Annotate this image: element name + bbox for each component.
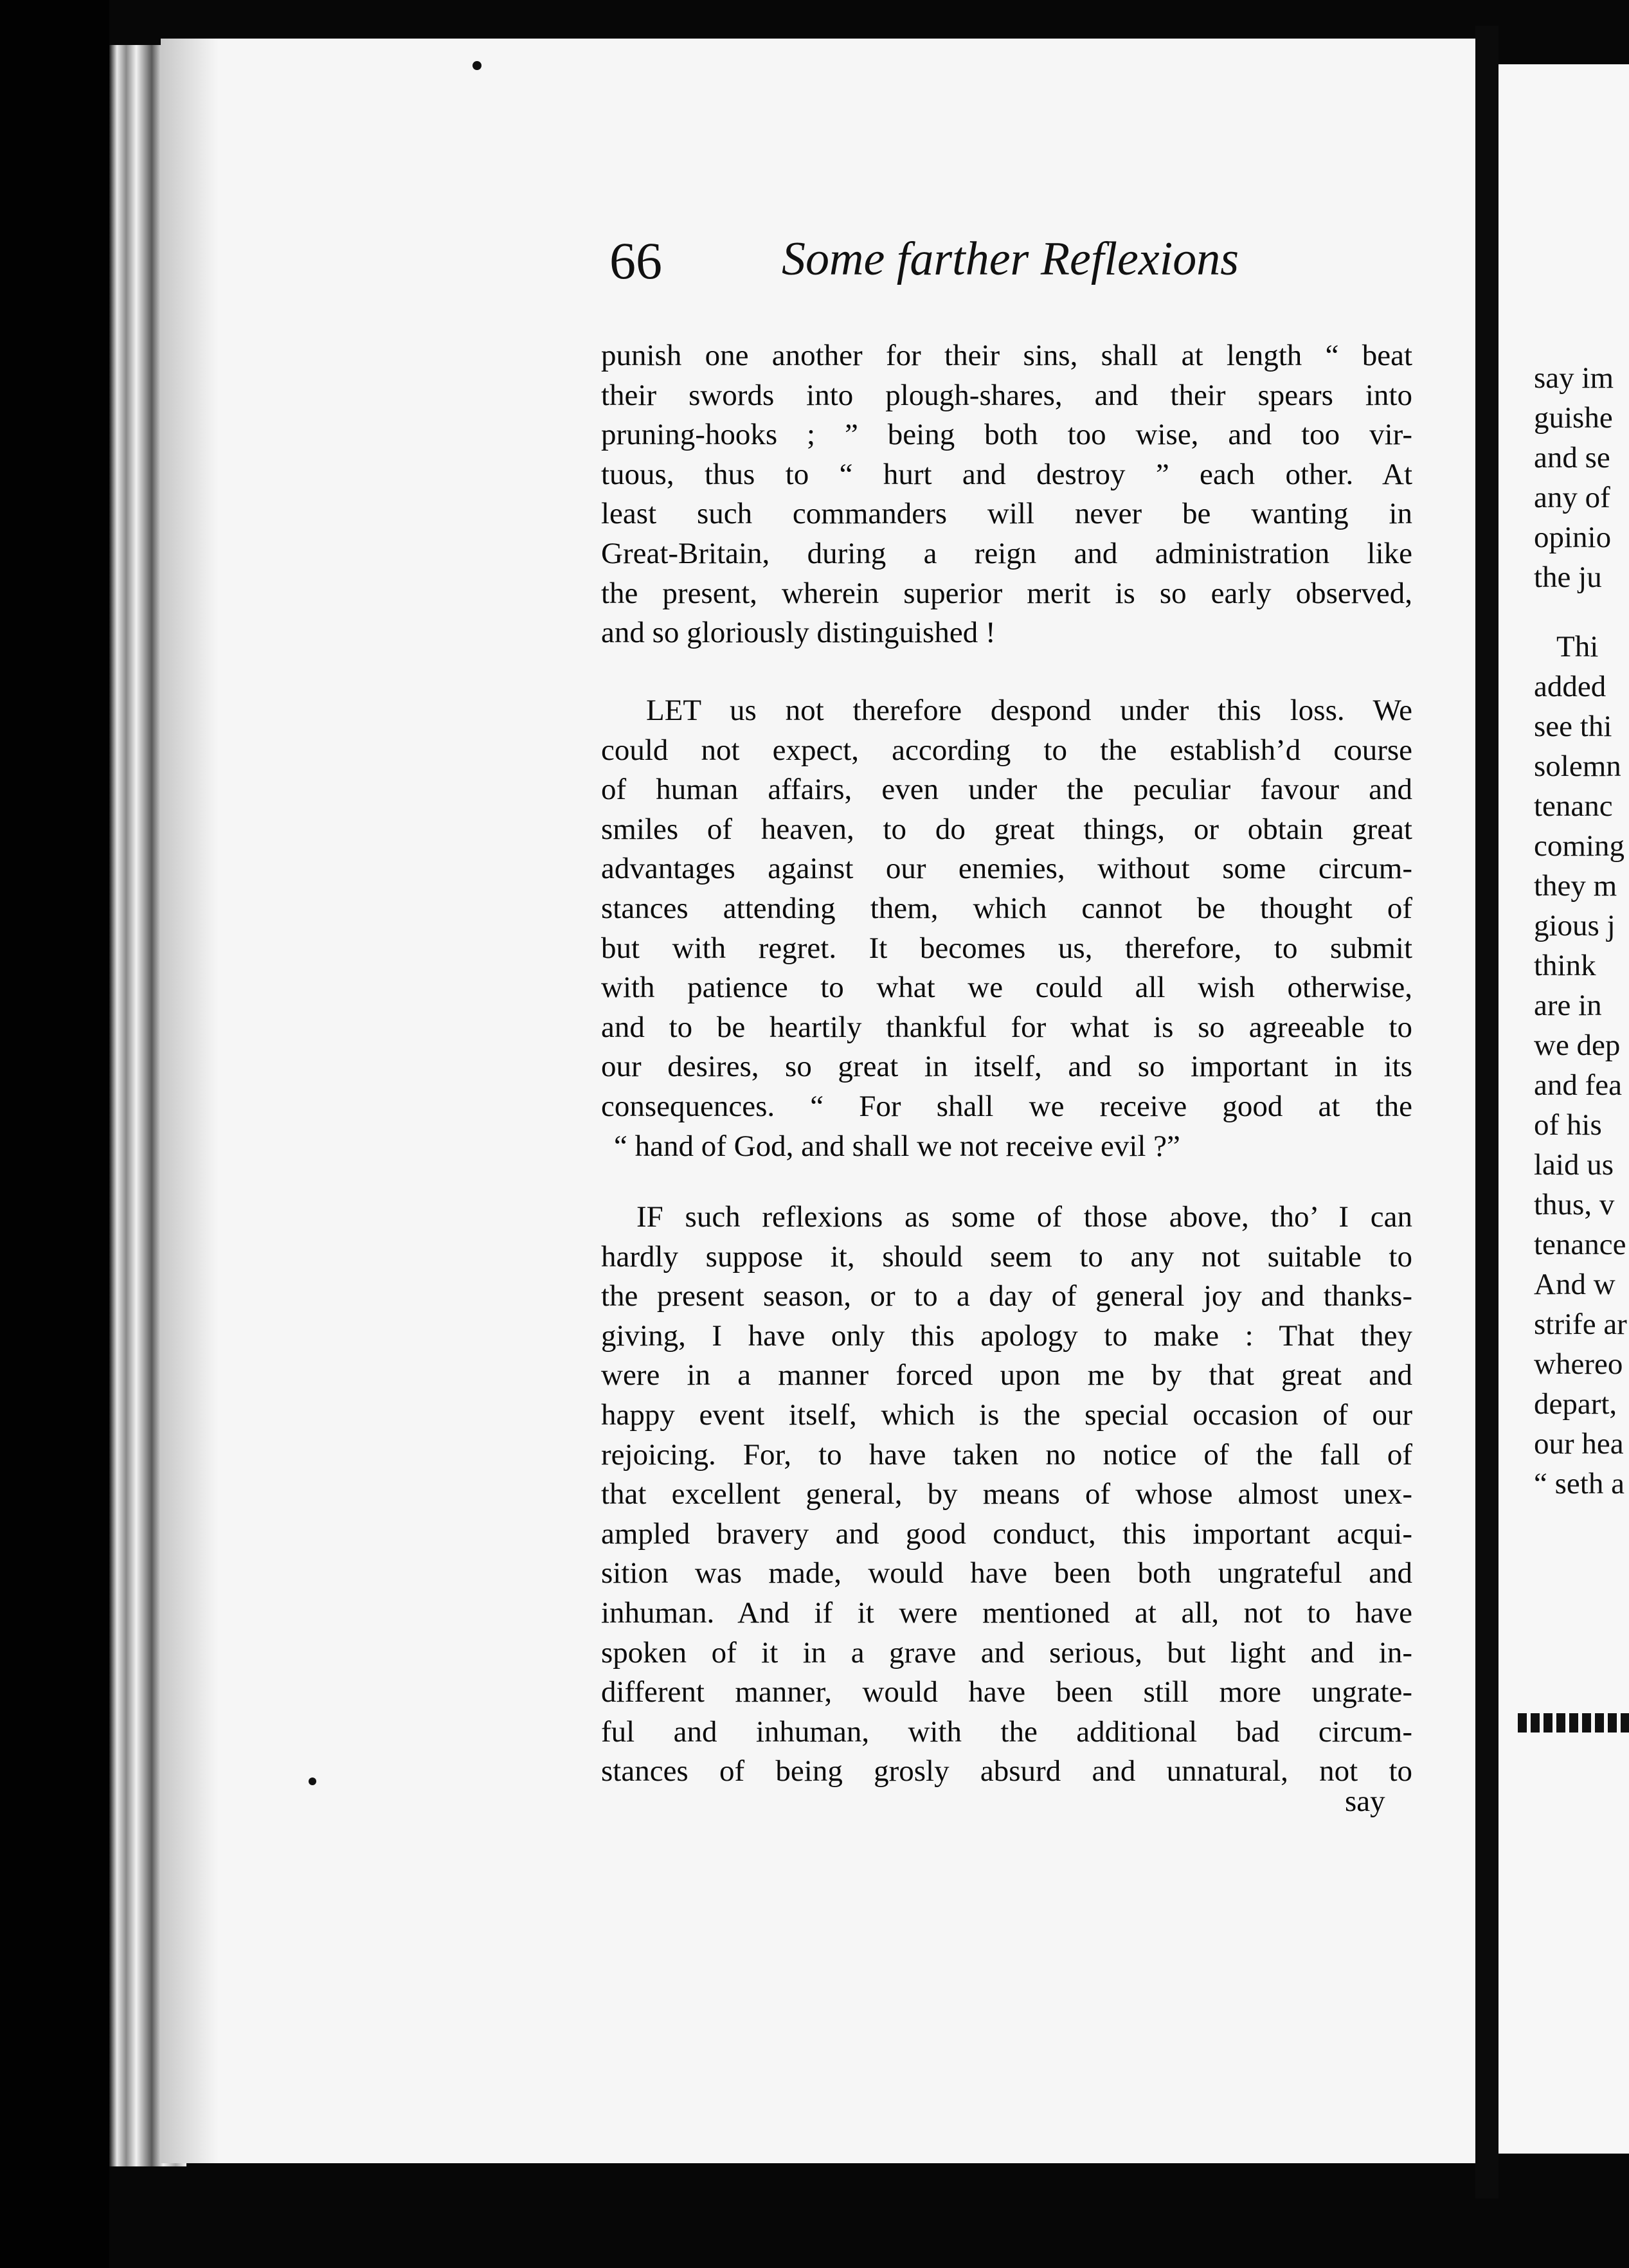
text-line: pruning-hooks ; ” being both too wise, and too vir- (601, 418, 1412, 452)
ornament-rule (1518, 1713, 1629, 1733)
text-line: rejoicing. For, to have taken no notice of the fall of (601, 1437, 1412, 1472)
text-line: consequences. “ For shall we receive good at the (601, 1089, 1412, 1123)
facing-line: tenanc (1534, 789, 1613, 823)
facing-line: see thi (1534, 710, 1612, 743)
text-line: the present, wherein superior merit is so early observed, (601, 576, 1412, 610)
text-line: giving, I have only this apology to make : That they (601, 1318, 1412, 1353)
text-line: smiles of heaven, to do great things, or obtain great (601, 812, 1412, 846)
ink-speck (309, 1778, 316, 1785)
facing-line: And w (1534, 1268, 1616, 1301)
text-line: tuous, thus to “ hurt and destroy ” each other. At (601, 457, 1412, 491)
text-line: our desires, so great in itself, and so important in its (601, 1050, 1412, 1084)
facing-line: opinio (1534, 521, 1612, 554)
facing-line: and se (1534, 441, 1610, 474)
facing-line: are in (1534, 989, 1602, 1022)
facing-line: “ seth a (1534, 1467, 1625, 1500)
text-line: the present season, or to a day of general joy and thanks- (601, 1279, 1412, 1313)
facing-line: think (1534, 949, 1596, 982)
text-line: LET us not therefore despond under this loss. We (646, 694, 1412, 727)
text-line: stances attending them, which cannot be thought of (601, 891, 1412, 925)
facing-page (1498, 64, 1629, 2154)
facing-line: gious j (1534, 909, 1616, 942)
catchword: say (1345, 1785, 1385, 1818)
text-line: spoken of it in a grave and serious, but light and in- (601, 1635, 1412, 1670)
facing-line: thus, v (1534, 1188, 1615, 1221)
facing-line: strife ar (1534, 1308, 1627, 1341)
paragraph-1 (601, 336, 1412, 653)
text-line: IF such reflexions as some of those above, tho’ I can (636, 1200, 1412, 1234)
paragraph-2 (601, 691, 1412, 1166)
text-line: that excellent general, by means of whose almost unex- (601, 1477, 1412, 1511)
facing-line: we dep (1534, 1029, 1621, 1062)
facing-line: guishe (1534, 401, 1613, 435)
facing-line: coming (1534, 829, 1625, 863)
facing-line: and fea (1534, 1068, 1622, 1102)
facing-line: they m (1534, 869, 1617, 903)
facing-line: tenance (1534, 1228, 1626, 1261)
text-line: and to be heartily thankful for what is so agreeable to (601, 1010, 1412, 1044)
gutter-shadow (1475, 26, 1498, 2199)
facing-line: our hea (1534, 1427, 1624, 1461)
facing-line: depart, (1534, 1387, 1617, 1421)
facing-line: whereo (1534, 1347, 1623, 1381)
facing-line: added (1534, 670, 1607, 703)
text-line: with patience to what we could all wish otherwise, (601, 971, 1412, 1005)
text-line: hardly suppose it, should seem to any not suitable to (601, 1239, 1412, 1274)
text-line: ampled bravery and good conduct, this important acqui- (601, 1516, 1412, 1551)
text-line: stances of being grosly absurd and unnatural, not to (601, 1754, 1412, 1788)
text-line: inhuman. And if it were mentioned at all, not to have (601, 1596, 1412, 1630)
text-line: punish one another for their sins, shall at length “ beat (601, 339, 1412, 372)
ink-speck (473, 61, 482, 70)
facing-line: Thi (1556, 630, 1599, 663)
text-line: ful and inhuman, with the additional bad circum- (601, 1715, 1412, 1749)
text-line: different manner, would have been still more ungrate- (601, 1675, 1412, 1709)
text-line: were in a manner forced upon me by that great and (601, 1358, 1412, 1392)
facing-line: say im (1534, 361, 1614, 395)
text-line: their swords into plough-shares, and their spears into (601, 378, 1412, 412)
text-line: but with regret. It becomes us, therefore, to submit (601, 931, 1412, 965)
paragraph-3 (601, 1198, 1412, 1792)
text-line: advantages against our enemies, without some circum- (601, 852, 1412, 886)
facing-line: laid us (1534, 1148, 1614, 1182)
binding-shadow (0, 0, 109, 2268)
running-head: Some farther Reflexions (782, 233, 1239, 285)
facing-line: solemn (1534, 750, 1621, 783)
facing-line: of his (1534, 1108, 1602, 1142)
page-number: 66 (609, 231, 662, 290)
text-line: sition was made, would have been both ungrateful and (601, 1556, 1412, 1590)
text-line: and so gloriously distinguished ! (601, 616, 996, 650)
page-shadow (161, 39, 219, 2163)
facing-line: the ju (1534, 561, 1602, 594)
text-line: could not expect, according to the establish’d course (601, 733, 1412, 767)
text-line: of human affairs, even under the peculiar favour and (601, 773, 1412, 807)
text-line: “ hand of God, and shall we not receive evil ?” (614, 1129, 1180, 1163)
facing-line: any of (1534, 481, 1610, 514)
text-line: happy event itself, which is the special occasion of our (601, 1398, 1412, 1432)
text-line: Great-Britain, during a reign and administration like (601, 536, 1412, 570)
text-line: least such commanders will never be wanting in (601, 497, 1412, 531)
page-header (609, 231, 1284, 292)
